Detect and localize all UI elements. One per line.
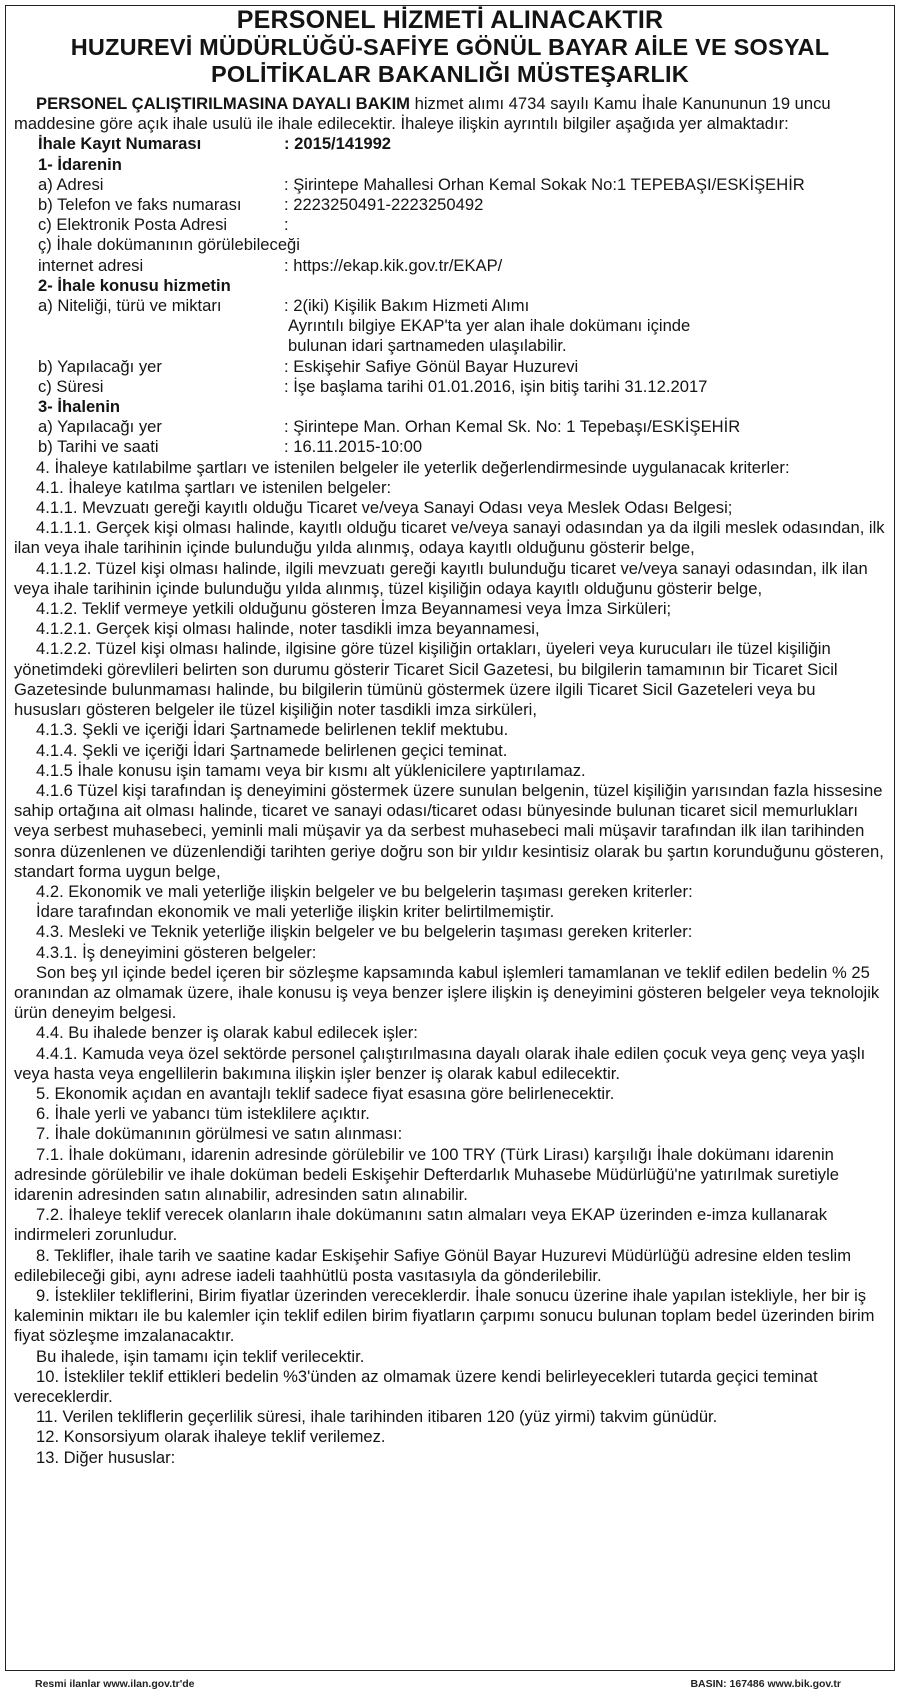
paragraph: 11. Verilen tekliflerin geçerlilik süresi, ihale tarihinden itibaren 120 (yüz yirmi) takvim günüdür. — [36, 1407, 718, 1427]
paragraph: 4.1.3. Şekli ve içeriği İdari Şartnamede belirlenen teklif mektubu. — [36, 720, 509, 740]
paragraph: 4.1.1.1. Gerçek kişi olması halinde, kayıtlı olduğu ticaret ve/veya sanayi odasından ya da ilgili meslek odasından, ilk ilan veya ihale tarihinin içinde bulunduğu yılda alınmış, odaya kayıtlı olduğunu gösterir belge, — [14, 518, 885, 558]
idare-tel-label: b) Telefon ve faks numarası — [38, 195, 242, 215]
ihale-kayit-row — [14, 134, 886, 154]
intro-bold: PERSONEL ÇALIŞTIRILMASINA DAYALI BAKIM — [36, 94, 411, 113]
section-idare-heading: 1- İdarenin — [38, 154, 122, 174]
konu-nitelik-row — [14, 296, 886, 357]
paragraph: 4.3.1. İş deneyimini gösteren belgeler: — [36, 942, 317, 962]
intro-text: hizmet alımı 4734 sayılı Kamu İhale Kanununun 19 uncu maddesine göre açık ihale usulü ile ihale edilecektir. İhaleye ilişkin ayrıntılı bilgiler aşağıda yer almaktadır: — [14, 94, 831, 134]
section-ihalenin-heading: 3- İhalenin — [38, 397, 121, 417]
ihale-kayit-value: : 2015/141992 — [284, 134, 392, 154]
paragraph: 5. Ekonomik açıdan en avantajlı teklif sadece fiyat esasına göre belirlenecektir. — [36, 1083, 615, 1103]
paragraph: 4.4.1. Kamuda veya özel sektörde personel çalıştırılmasına dayalı olarak ihale edilen çocuk veya genç veya yaşlı veya hasta veya engellilerin bakımına ilişkin işler benzer iş olarak kabul edilecektir. — [14, 1043, 866, 1083]
paragraph: 4.1.6 Tüzel kişi tarafından iş deneyimini göstermek üzere sunulan belgenin, tüzel kişiliğin yarısından fazla hissesine sahip ortağına ait olması halinde, ticaret ve sanayi odası/ticaret odası bünyesinde bulunan ticaret sicil memurlukları veya serbest muhasebeci, yeminli mali müşavir ya da serbest muhasebeci mali müşavir tarafından ilk ilan tarihinden sonra düzenlenen ve düzenlendiği tarihten geriye doğru son bir yıldır kesintisiz olarak bu şartın korunduğunu gösteren, standart forma uygun belge, — [14, 780, 884, 881]
paragraph: 4.1.4. Şekli ve içeriği İdari Şartnamede belirlenen geçici teminat. — [36, 740, 508, 760]
paragraph: İdare tarafından ekonomik ve mali yeterliğe ilişkin kriter belirtilmemiştir. — [36, 902, 555, 922]
ihalenin-tarih-label: b) Tarihi ve saati — [38, 437, 159, 457]
paragraph: 13. Diğer hususlar: — [36, 1447, 176, 1467]
konu-nitelik-label: a) Niteliği, türü ve miktarı — [38, 296, 222, 316]
paragraph: Bu ihalede, işin tamamı için teklif verilecektir. — [36, 1346, 365, 1366]
announcement-body — [14, 94, 886, 1468]
institution-line-2: POLİTİKALAR BAKANLIĞI MÜSTEŞARLIK — [211, 61, 689, 87]
paragraph: 4.1.2. Teklif vermeye yetkili olduğunu gösteren İmza Beyannamesi veya İmza Sirküleri; — [36, 599, 672, 619]
konu-sure-label: c) Süresi — [38, 376, 104, 396]
paragraph: 4.3. Mesleki ve Teknik yeterliğe ilişkin belgeler ve bu belgelerin taşıması gereken kriterler: — [36, 922, 693, 942]
paragraph: Son beş yıl içinde bedel içeren bir sözleşme kapsamında kabul işlemleri tamamlanan ve teklif edilen bedelin % 25 oranından az olmamak üzere, ihale konusu iş veya benzer işlere ilişkin iş deneyimini gösteren belgeler veya teknolojik ürün deneyim belgesi. — [14, 962, 880, 1023]
konu-yer-label: b) Yapılacağı yer — [38, 356, 162, 376]
idare-adres-value: : Şirintepe Mahallesi Orhan Kemal Sokak No:1 TEPEBAŞI/ESKİŞEHİR — [284, 174, 805, 194]
konu-nitelik-line-3: bulunan idari şartnameden ulaşılabilir. — [288, 336, 567, 356]
intro-paragraph — [14, 94, 886, 134]
konu-yer-row — [14, 357, 886, 377]
footer — [5, 1675, 895, 1695]
konu-nitelik-line-2: Ayrıntılı bilgiye EKAP'ta yer alan ihale dokümanı içinde — [288, 316, 691, 336]
idare-dokuman-row — [14, 235, 886, 255]
konu-sure-value: : İşe başlama tarihi 01.01.2016, işin bitiş tarihi 31.12.2017 — [284, 376, 708, 396]
paragraph: 4.2. Ekonomik ve mali yeterliğe ilişkin belgeler ve bu belgelerin taşıması gereken kriterler: — [36, 881, 693, 901]
institution-line-1: HUZUREVİ MÜDÜRLÜĞÜ-SAFİYE GÖNÜL BAYAR AİLE VE SOSYAL — [70, 34, 830, 60]
idare-dokuman-label: ç) İhale dokümanının görülebileceği — [38, 235, 300, 255]
konu-yer-value: : Eskişehir Safiye Gönül Bayar Huzurevi — [284, 356, 579, 376]
idare-eposta-value: : — [284, 215, 289, 235]
paragraph: 4.1.2.1. Gerçek kişi olması halinde, noter tasdikli imza beyannamesi, — [36, 619, 540, 639]
paragraph: 4.1. İhaleye katılma şartları ve istenilen belgeler: — [36, 477, 392, 497]
idare-eposta-label: c) Elektronik Posta Adresi — [38, 215, 228, 235]
paragraph: 9. İstekliler tekliflerini, Birim fiyatlar üzerinden vereceklerdir. İhale sonucu üzerine ihale yapılan istekliyle, her bir iş kaleminin miktarı ile bu kalemler için teklif edilen birim fiyatların çarpımı sonucu bulunan toplam bedel üzerinden birim fiyat sözleşme imzalanacaktır. — [14, 1285, 875, 1346]
paragraph: 7. İhale dokümanının görülmesi ve satın alınması: — [36, 1124, 403, 1144]
paragraph: 6. İhale yerli ve yabancı tüm isteklilere açıktır. — [36, 1104, 370, 1124]
paragraph: 4.1.1.2. Tüzel kişi olması halinde, ilgili mevzuatı gereği kayıtlı bulunduğu ticaret ve/veya sanayi odasından, ilk ilan veya ihale tarihinin içinde bulunduğu yılda alınmış, tüzel kişiliğin odaya kayıtlı olduğunu gösterir belge, — [14, 558, 868, 598]
konu-nitelik-value — [284, 296, 886, 357]
ihalenin-tarih-row — [14, 437, 886, 457]
ihalenin-yer-row — [14, 417, 886, 437]
konu-nitelik-line-1: : 2(iki) Kişilik Bakım Hizmeti Alımı — [284, 296, 530, 316]
paragraph: 4.1.1. Mevzuatı gereği kayıtlı olduğu Ticaret ve/veya Sanayi Odası veya Meslek Odası Belgesi; — [36, 498, 733, 518]
idare-internet-value: : https://ekap.kik.gov.tr/EKAP/ — [284, 255, 503, 275]
paragraph: 4.4. Bu ihalede benzer iş olarak kabul edilecek işler: — [36, 1023, 418, 1043]
konu-sure-row — [14, 377, 886, 397]
announcement-content — [14, 7, 886, 1468]
announcement-title: PERSONEL HİZMETİ ALINACAKTIR — [236, 6, 664, 34]
idare-internet-label: internet adresi — [38, 255, 144, 275]
ihalenin-yer-value: : Şirintepe Man. Orhan Kemal Sk. No: 1 Tepebaşı/ESKİŞEHİR — [284, 417, 741, 437]
idare-tel-row — [14, 195, 886, 215]
idare-tel-value: : 2223250491-2223250492 — [284, 195, 484, 215]
idare-internet-row — [14, 256, 886, 276]
paragraph: 10. İstekliler teklif ettikleri bedelin %3'ünden az olmamak üzere kendi belirleyecekleri tutarda geçici teminat vereceklerdir. — [14, 1366, 818, 1406]
ihalenin-tarih-value: : 16.11.2015-10:00 — [284, 437, 423, 457]
paragraph: 12. Konsorsiyum olarak ihaleye teklif verilemez. — [36, 1427, 386, 1447]
paragraph: 7.1. İhale dokümanı, idarenin adresinde görülebilir ve 100 TRY (Türk Lirası) karşılığı İhale dokümanı idarenin adresinde görülebilir ve ihale doküman bedeli Eskişehir Defterdarlık Muhasebe Müdürlüğü'ne yatırılmak suretiyle idarenin adresinden satın alınabilir, adresinden satın alınabilir. — [14, 1144, 839, 1204]
paragraph: 7.2. İhaleye teklif verecek olanların ihale dokümanını satın almaları veya EKAP üzerinden e-imza kullanarak indirmeleri zorunludur. — [14, 1205, 828, 1245]
paragraph: 4.1.5 İhale konusu işin tamamı veya bir kısmı alt yüklenicilere yaptırılamaz. — [36, 760, 586, 780]
paragraph: 8. Teklifler, ihale tarih ve saatine kadar Eskişehir Safiye Gönül Bayar Huzurevi Müdürlüğü adresine elden teslim edilebileceği gibi, aynı adrese iadeli taahhütlü posta vasıtasıyla da gönderilebilir. — [14, 1245, 852, 1285]
idare-eposta-row — [14, 215, 886, 235]
footer-left: Resmi ilanlar www.ilan.gov.tr'de — [35, 1678, 195, 1690]
idare-adres-row — [14, 175, 886, 195]
ihalenin-yer-label: a) Yapılacağı yer — [38, 417, 162, 437]
paragraph: 4.1.2.2. Tüzel kişi olması halinde, ilgisine göre tüzel kişiliğin ortakları, üyeleri veya kurucuları ile tüzel kişiliğin yönetimdeki görevlileri belirten son durumu gösterir Ticaret Sicil Gazetesi, bu bilgilerin tamamının bir Ticaret Sicil Gazetesinde bulunmaması halinde, bu bilgilerin tümünü göstermek üzere ilgili Ticaret Sicil Gazeteleri veya bu hususları gösteren belgeler ile tüzel kişiliğin noter tasdikli imza sirküleri, — [14, 639, 838, 720]
paragraph: 4. İhaleye katılabilme şartları ve istenilen belgeler ile yeterlik değerlendirmesinde uygulanacak kriterler: — [36, 457, 790, 477]
idare-adres-label: a) Adresi — [38, 174, 104, 194]
ihale-kayit-label: İhale Kayıt Numarası — [38, 134, 202, 154]
footer-right: BASIN: 167486 www.bik.gov.tr — [690, 1678, 841, 1690]
section-konu-heading: 2- İhale konusu hizmetin — [38, 275, 231, 295]
